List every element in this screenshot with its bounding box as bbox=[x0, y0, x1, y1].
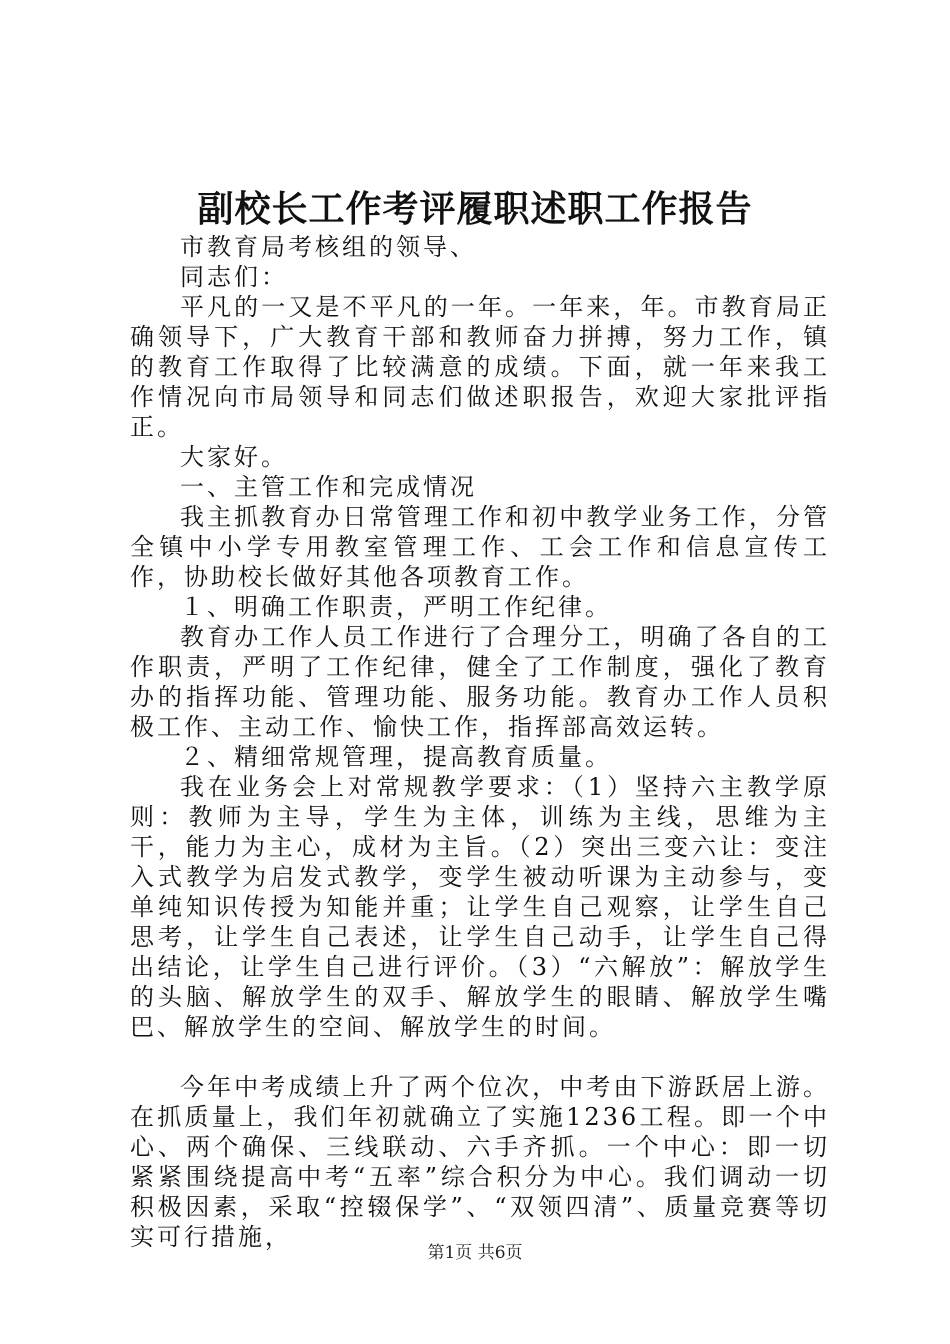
paragraph-teaching-requirements: 我在业务会上对常规教学要求：（1）坚持六主教学原则：教师为主导，学生为主体，训练为主线，思维为主干，能力为主心，成材为主旨。（2）突出三变六让：变注入式教学为启发式教学，变学生被动听课为主动参与，变单纯知识传授为知能并重；让学生自己观察，让学生自己思考，让学生自己表述，让学生自己动手，让学生自己得出结论，让学生自己进行评价。（3）“六解放”：解放学生的头脑、解放学生的双手、解放学生的眼睛、解放学生嘴巴、解放学生的空间、解放学生的时间。 bbox=[130, 773, 830, 1041]
paragraph-exam-results: 今年中考成绩上升了两个位次，中考由下游跃居上游。在抓质量上，我们年初就确立了实施1236工程。即一个中心、两个确保、三线联动、六手齐抓。一个中心：即一切紧紧围绕提高中考“五率”综合积分为中心。我们调动一切积极因素，采取“控辍保学”、“双领四清”、质量竞赛等切实可行措施， bbox=[130, 1073, 830, 1251]
paragraph-salutation-1: 市教育局考核组的领导、 bbox=[180, 233, 477, 261]
subheading-1: １、明确工作职责，严明工作纪律。 bbox=[180, 593, 612, 621]
page-indicator: 第1页 共6页 bbox=[427, 1243, 523, 1263]
paragraph-responsibilities: 我主抓教育办日常管理工作和初中教学业务工作，分管全镇中小学专用教室管理工作、工会工作和信息宣传工作，协助校长做好其他各项教育工作。 bbox=[130, 503, 830, 591]
paragraph-greeting: 大家好。 bbox=[180, 443, 288, 471]
paragraph-gap bbox=[130, 1042, 830, 1072]
section-heading-1: 一、主管工作和完成情况 bbox=[180, 473, 477, 501]
paragraph-salutation-2: 同志们： bbox=[180, 263, 288, 291]
paragraph-office-work: 教育办工作人员工作进行了合理分工，明确了各自的工作职责，严明了工作纪律，健全了工作制度，强化了教育办的指挥功能、管理功能、服务功能。教育办工作人员积极工作、主动工作、愉快工作，指挥部高效运转。 bbox=[130, 623, 830, 741]
subheading-2: ２、精细常规管理，提高教育质量。 bbox=[180, 743, 612, 771]
document-body bbox=[130, 232, 830, 1252]
paragraph-intro: 平凡的一又是不平凡的一年。一年来，年。市教育局正确领导下，广大教育干部和教师奋力拼搏，努力工作，镇的教育工作取得了比较满意的成绩。下面，就一年来我工作情况向市局领导和同志们做述职报告，欢迎大家批评指正。 bbox=[130, 293, 830, 441]
document-title: 副校长工作考评履职述职工作报告 bbox=[197, 188, 753, 230]
